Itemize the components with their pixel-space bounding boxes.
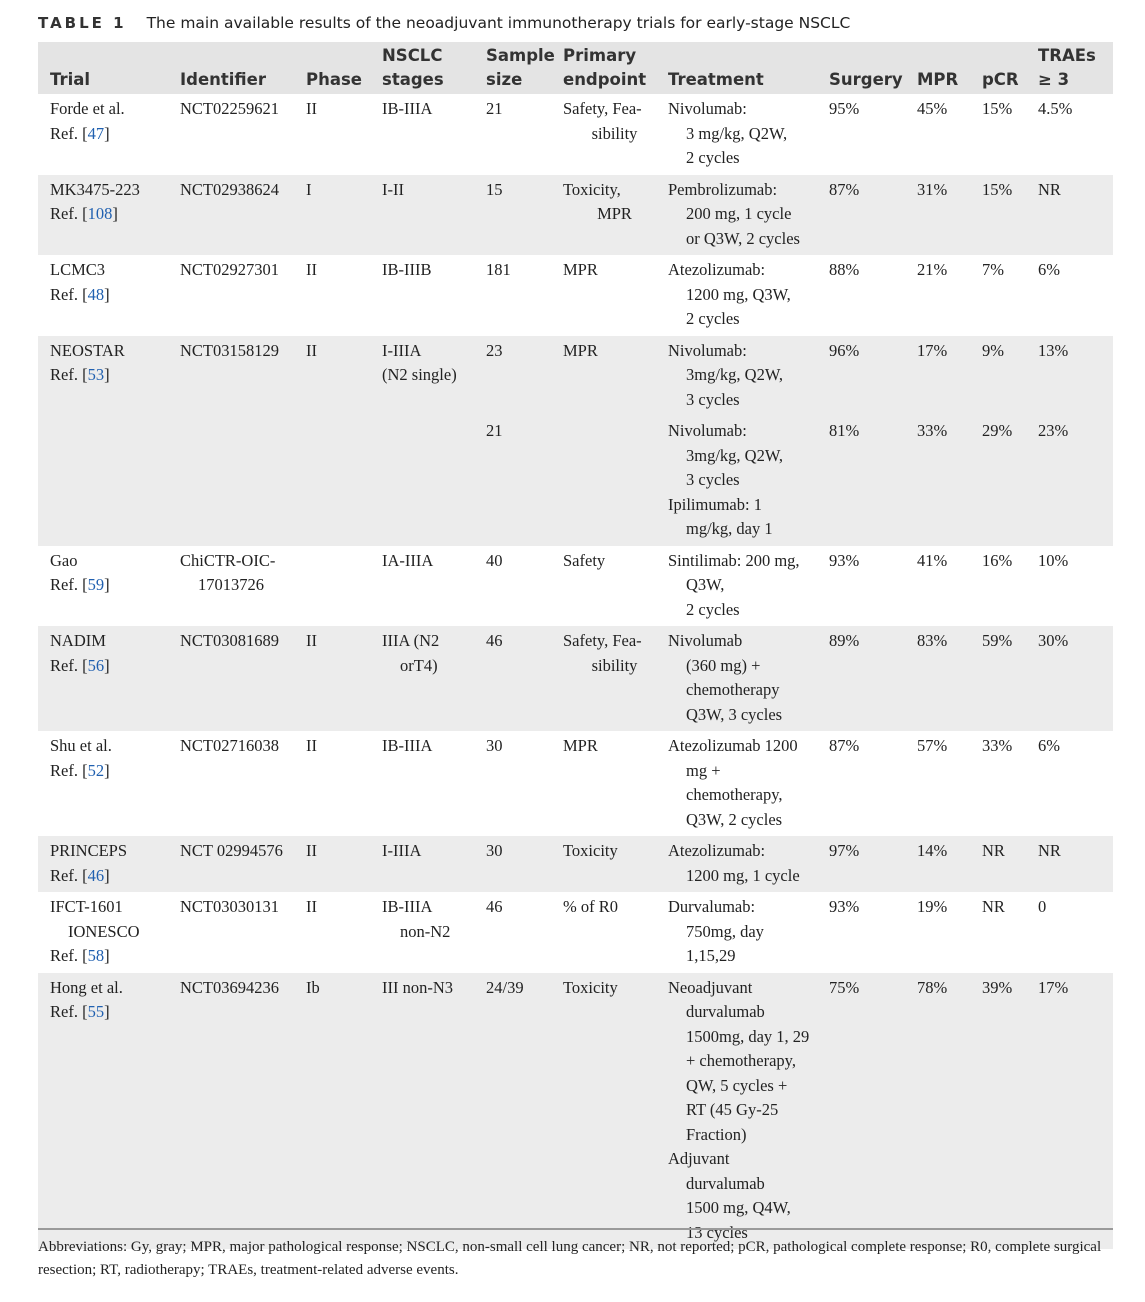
header-endpoint: Primary endpoint [551,42,656,94]
endpoint: Safety [563,550,606,570]
cell-phase: II [294,336,370,417]
trial-reference [50,363,164,388]
header-treatment: Treatment [656,42,817,94]
table-row [38,892,1113,973]
header-surgery: Surgery [817,42,905,94]
cell-endpoint [551,546,656,627]
table-caption [38,12,850,34]
header-mpr: MPR [905,42,970,94]
reference-prefix: Ref. [ [50,284,88,304]
stages: IB-IIIB [382,260,432,279]
cell-sample-size: 23 [474,336,551,417]
table-row [38,546,1113,627]
table-header [38,42,1113,94]
treatment-detail-2: 13 cycles [686,1222,748,1242]
cell-stages [370,973,474,1250]
treatment-drug-2: Adjuvant [668,1149,730,1168]
treatment-detail: (360 mg) + [686,655,761,675]
cell-sample-size: 40 [486,550,503,570]
treatment-drug: Pembrolizumab: [668,179,778,199]
cell-surgery: 88% [829,260,860,279]
cell-traes: 17% [1026,973,1113,1250]
cell-sample-size: 181 [486,260,511,279]
cell-trial [38,731,168,836]
treatment-detail: 3 cycles [686,389,740,409]
cell-trial [38,892,168,973]
treatment-drug: Atezolizumab: [668,841,766,860]
cell-trial [38,546,168,627]
identifier: NCT 02994576 [180,841,283,860]
stages-cont: non-N2 [400,921,451,941]
identifier: NCT02927301 [180,260,279,279]
endpoint-cont: sibility [591,655,638,675]
reference-prefix: Ref. [ [50,865,88,885]
header-identifier: Identifier [168,42,294,94]
identifier-cont: 17013726 [198,575,264,594]
endpoint: Safety, Fea- [563,99,642,118]
treatment-detail: 2 cycles [686,309,740,328]
reference-suffix: ] [104,655,110,675]
cell-identifier [168,973,294,1250]
identifier: NCT03030131 [180,897,279,916]
reference-prefix: Ref. [ [50,204,88,223]
cell-mpr: 31% [905,175,970,256]
cell-identifier [168,175,294,256]
header-trial: Trial [38,42,168,94]
cell-trial [38,626,168,731]
reference-suffix: ] [112,204,118,223]
reference-suffix: ] [104,123,110,143]
table-bottom-rule [38,1228,1113,1230]
stages-cont: orT4) [400,655,438,675]
reference-link[interactable]: 53 [87,365,105,384]
table-row [38,336,1113,417]
cell-treatment [656,416,817,546]
cell-surgery: 87% [829,736,860,755]
cell-endpoint [551,255,656,336]
reference-suffix: ] [104,760,110,780]
cell-stages [370,94,474,175]
cell-traes: 30% [1026,626,1113,731]
stages: I-IIIA [382,340,422,360]
cell-stages [370,175,474,256]
reference-suffix: ] [104,365,110,384]
cell-pcr: 39% [970,973,1026,1250]
reference-suffix: ] [104,946,110,965]
endpoint-cont: MPR [597,204,632,223]
cell-trial [38,836,168,892]
reference-suffix: ] [104,575,110,594]
header-phase: Phase [294,42,370,94]
identifier: NCT03694236 [180,977,279,997]
cell-surgery: 87% [817,175,905,256]
trial-reference [50,759,164,784]
cell-stages [370,892,474,973]
trial-name: PRINCEPS [50,841,128,860]
cell-pcr: NR [970,836,1026,892]
treatment-drug: Neoadjuvant [668,977,753,997]
cell-identifier [168,336,294,417]
trial-reference [50,654,164,679]
cell-identifier [168,836,294,892]
cell-treatment [656,546,817,627]
cell-phase [294,546,370,627]
cell-surgery: 95% [829,99,860,118]
cell-endpoint [551,626,656,731]
cell-identifier [168,546,294,627]
cell-treatment [656,175,817,256]
cell-stages [370,626,474,731]
trial-reference [50,944,164,969]
cell-phase: II [306,260,317,279]
treatment-detail: Q3W, 3 cycles [686,704,783,724]
treatment-detail: 2 cycles [686,148,740,167]
table-row [38,973,1113,1250]
treatment-drug: Atezolizumab 1200 [668,736,798,755]
reference-link[interactable]: 58 [87,946,105,965]
treatment-detail: 3 cycles [686,470,740,489]
cell-pcr: 7% [982,260,1004,279]
header-sample-size: Sample size [474,42,551,94]
treatment-drug: Nivolumab [668,631,743,650]
trial-name: MK3475-223 [50,179,140,199]
cell-traes: 6% [1038,736,1060,755]
endpoint: Safety, Fea- [563,631,642,650]
cell-trial [38,336,168,417]
results-table [38,42,1113,1249]
treatment-drug: Nivolumab: [668,340,747,360]
table-row [38,836,1113,892]
reference-suffix: ] [104,1002,110,1021]
trial-reference [50,283,164,308]
treatment-detail: 1,15,29 [686,946,736,965]
cell-endpoint [551,175,656,256]
cell-mpr: 57% [917,736,948,755]
treatment-detail-2: durvalumab [686,1173,765,1193]
treatment-detail: or Q3W, 2 cycles [686,228,800,248]
stages-cont: (N2 single) [382,365,457,384]
header-stages: NSCLC stages [370,42,474,94]
cell-sample-size: 46 [474,626,551,731]
cell-endpoint [551,836,656,892]
cell-endpoint [551,94,656,175]
table-footnote: Abbreviations: Gy, gray; MPR, major pathological response; NSCLC, non-small cell lung cancer; NR, not reported; pCR, pathological complete response; R0, complete surgical resection; RT, radiotherapy; TRAEs, treatment-related adverse events. [38,1239,1102,1278]
cell-mpr: 78% [905,973,970,1250]
cell-phase: II [294,626,370,731]
treatment-detail: + chemotherapy, [686,1051,796,1070]
stages: IB-IIIA [382,736,433,755]
cell-mpr: 21% [917,260,948,279]
identifier: NCT02716038 [180,736,279,755]
table-row [38,94,1113,175]
cell-endpoint [551,336,656,417]
cell-identifier [168,255,294,336]
trial-name: Gao [50,550,78,570]
cell-pcr: 9% [970,336,1026,417]
treatment-detail: chemotherapy, [686,785,783,804]
reference-suffix: ] [104,284,110,304]
trial-name: Forde et al. [50,99,125,118]
endpoint: Toxicity, [563,179,621,199]
cell-sample-size: 46 [486,897,503,916]
cell-phase: II [306,897,317,916]
cell-endpoint [551,973,656,1250]
table-body [38,94,1113,1249]
trial-name: NADIM [50,631,106,650]
cell-pcr: 15% [970,175,1026,256]
cell-identifier [168,731,294,836]
stages: III non-N3 [382,977,454,997]
cell-treatment [656,94,817,175]
reference-prefix: Ref. [ [50,365,88,384]
trial-name: Hong et al. [50,977,123,997]
endpoint-cont: sibility [591,123,638,143]
trial-name: Shu et al. [50,736,112,755]
cell-mpr: 83% [905,626,970,731]
cell-treatment [656,731,817,836]
treatment-drug: Durvalumab: [668,897,756,916]
cell-traes: 4.5% [1038,99,1073,118]
table-row [38,626,1113,731]
reference-link[interactable]: 46 [87,865,105,885]
treatment-detail: chemotherapy [686,680,780,699]
cell-stages [370,546,474,627]
cell-treatment [656,255,817,336]
cell-sample-size: 30 [486,736,503,755]
cell-mpr: 33% [905,416,970,546]
cell-phase [294,416,370,546]
endpoint: Toxicity [563,841,618,860]
treatment-detail-2: mg/kg, day 1 [686,519,773,538]
treatment-detail-2: 1500 mg, Q4W, [686,1198,791,1217]
cell-surgery: 97% [817,836,905,892]
reference-suffix: ] [104,865,110,885]
cell-endpoint [551,731,656,836]
cell-surgery: 81% [817,416,905,546]
treatment-detail: 3 mg/kg, Q2W, [686,123,788,143]
cell-mpr: 41% [917,550,948,570]
table-row [38,731,1113,836]
endpoint: MPR [563,260,598,279]
table-label: TABLE 1 [38,14,127,32]
cell-identifier [168,892,294,973]
trial-reference [50,202,164,227]
cell-identifier [168,416,294,546]
cell-traes: NR [1026,836,1113,892]
cell-surgery: 89% [817,626,905,731]
cell-trial [38,175,168,256]
cell-mpr: 19% [917,897,948,916]
reference-prefix: Ref. [ [50,575,88,594]
table-row [38,175,1113,256]
cell-pcr: 16% [982,550,1013,570]
reference-link[interactable]: 52 [87,760,105,780]
reference-prefix: Ref. [ [50,123,88,143]
identifier: ChiCTR-OIC- [180,550,276,570]
reference-prefix: Ref. [ [50,760,88,780]
endpoint: % of R0 [563,897,618,916]
reference-prefix: Ref. [ [50,655,88,675]
trial-reference [50,1000,164,1025]
reference-link[interactable]: 56 [87,655,105,675]
cell-treatment [656,892,817,973]
cell-traes: NR [1026,175,1113,256]
cell-pcr: 29% [970,416,1026,546]
treatment-detail: 1200 mg, 1 cycle [686,865,800,885]
cell-stages [370,336,474,417]
cell-identifier [168,94,294,175]
reference-prefix: Ref. [ [50,1002,88,1021]
reference-link[interactable]: 47 [87,123,105,143]
stages: I-IIIA [382,841,422,860]
trial-reference [50,573,164,598]
header-traes: TRAEs ≥ 3 [1026,42,1113,94]
cell-treatment [656,336,817,417]
trial-name: IFCT-1601 [50,897,123,916]
cell-phase: Ib [294,973,370,1250]
stages: IIIA (N2 [382,631,440,650]
identifier: NCT03081689 [180,631,279,650]
cell-endpoint [551,892,656,973]
cell-mpr: 17% [905,336,970,417]
identifier: NCT02259621 [180,99,279,118]
table-row [38,255,1113,336]
cell-sample-size: 21 [486,99,503,118]
trial-reference [50,122,164,147]
cell-traes: 13% [1026,336,1113,417]
cell-surgery: 96% [817,336,905,417]
cell-endpoint [551,416,656,546]
treatment-detail: 1200 mg, Q3W, [686,284,791,304]
endpoint: MPR [563,340,598,360]
cell-traes: 23% [1026,416,1113,546]
table-row [38,416,1113,546]
cell-stages [370,836,474,892]
cell-sample-size: 15 [474,175,551,256]
stages: IB-IIIA [382,99,433,118]
stages: I-II [382,179,404,199]
treatment-detail: Q3W, 2 cycles [686,809,783,829]
cell-pcr: 59% [970,626,1026,731]
trial-reference [50,864,164,889]
reference-prefix: Ref. [ [50,946,88,965]
treatment-detail: Q3W, [686,575,725,594]
endpoint: Toxicity [563,977,618,997]
identifier: NCT03158129 [180,340,279,360]
cell-trial [38,416,168,546]
cell-phase: II [294,836,370,892]
treatment-detail: mg + [686,760,721,780]
cell-trial [38,973,168,1250]
trial-name-cont: IONESCO [68,921,140,941]
cell-surgery: 93% [829,550,860,570]
cell-sample-size: 24/39 [474,973,551,1250]
cell-phase: II [306,736,317,755]
reference-link[interactable]: 108 [87,204,113,223]
cell-phase: I [294,175,370,256]
cell-treatment [656,836,817,892]
cell-trial [38,94,168,175]
cell-pcr: 33% [982,736,1013,755]
cell-traes: 0 [1038,897,1047,916]
trial-name: LCMC3 [50,260,106,279]
stages: IB-IIIA [382,897,433,916]
identifier: NCT02938624 [180,179,279,199]
cell-trial [38,255,168,336]
treatment-detail: 750mg, day [686,921,764,941]
cell-phase: II [306,99,317,118]
stages: IA-IIIA [382,550,434,570]
treatment-detail: 2 cycles [686,599,740,619]
treatment-drug: Atezolizumab: [668,260,766,279]
treatment-detail: durvalumab [686,1002,765,1021]
treatment-detail: Fraction) [686,1124,747,1144]
table-title: The main available results of the neoadjuvant immunotherapy trials for early-stage NSCLC [146,14,851,32]
cell-treatment [656,626,817,731]
cell-sample-size: 21 [474,416,551,546]
reference-link[interactable]: 59 [87,575,105,594]
treatment-drug: Nivolumab: [668,99,747,118]
cell-identifier [168,626,294,731]
cell-traes: 10% [1038,550,1069,570]
treatment-detail: RT (45 Gy-25 [686,1100,779,1119]
treatment-detail: QW, 5 cycles + [686,1075,788,1095]
treatment-detail: 3mg/kg, Q2W, [686,445,784,465]
trial-name: NEOSTAR [50,340,125,360]
treatment-drug: Sintilimab: 200 mg, [668,550,800,570]
reference-link[interactable]: 55 [87,1002,105,1021]
treatment-drug-2: Ipilimumab: 1 [668,494,762,514]
cell-pcr: NR [982,897,1005,916]
treatment-detail: 200 mg, 1 cycle [686,204,792,223]
cell-pcr: 15% [982,99,1013,118]
header-pcr: pCR [970,42,1026,94]
cell-traes: 6% [1038,260,1060,279]
treatment-drug: Nivolumab: [668,421,747,440]
cell-surgery: 75% [817,973,905,1250]
cell-sample-size: 30 [474,836,551,892]
cell-surgery: 93% [829,897,860,916]
reference-link[interactable]: 48 [87,284,105,304]
endpoint: MPR [563,736,598,755]
cell-stages [370,416,474,546]
cell-stages [370,255,474,336]
cell-mpr: 45% [917,99,948,118]
cell-mpr: 14% [905,836,970,892]
treatment-detail: 1500mg, day 1, 29 [686,1026,810,1046]
treatment-detail: 3mg/kg, Q2W, [686,365,784,384]
cell-treatment [656,973,817,1250]
cell-stages [370,731,474,836]
